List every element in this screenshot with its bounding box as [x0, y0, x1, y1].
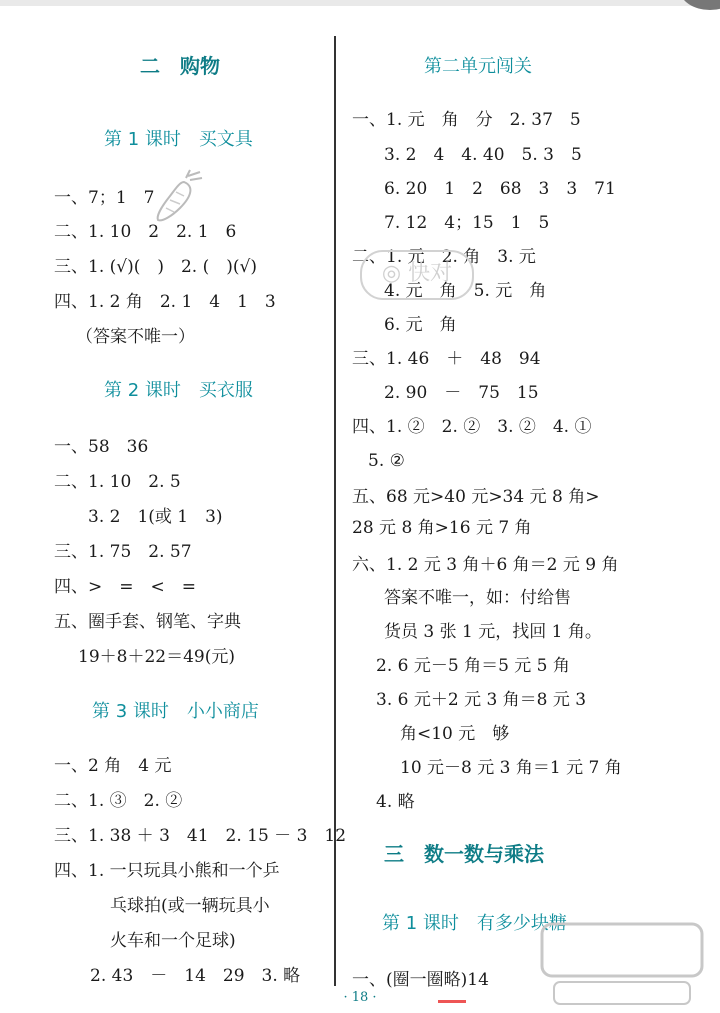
answer-line: 四、> = < = [54, 577, 196, 597]
page-top-edge [0, 0, 720, 6]
answer-line: 六、1. 2 元 3 角＋6 角＝2 元 9 角 [352, 555, 619, 575]
answer-line: 3. 2 4 4. 40 5. 3 5 [384, 145, 582, 165]
answer-line: 五、圈手套、钢笔、字典 [54, 612, 241, 632]
answer-line: 五、68 元>40 元>34 元 8 角> [352, 487, 600, 507]
answer-line: 5. ② [368, 451, 405, 471]
answer-line: 6. 20 1 2 68 3 3 71 [384, 179, 616, 199]
answer-line: 2. 90 － 75 15 [384, 383, 539, 403]
answer-line: 4. 略 [376, 792, 415, 812]
site-logo-watermark [532, 918, 712, 1010]
answer-line: 三、1. (√)( ) 2. ( )(√) [54, 257, 257, 277]
page-number: · 18 · [343, 990, 377, 1005]
answer-line: 四、1. ② 2. ② 3. ② 4. ① [352, 417, 592, 437]
carrot-watermark-icon [150, 168, 210, 228]
answer-line: 三、1. 75 2. 57 [54, 542, 192, 562]
lesson-title-candy: 第 1 课时 有多少块糖 [382, 913, 567, 934]
answer-line: 一、7；1 7 [54, 188, 155, 208]
answer-line: 10 元－8 元 3 角＝1 元 7 角 [400, 758, 622, 778]
answer-line: 28 元 8 角>16 元 7 角 [352, 518, 532, 538]
lesson-title-1: 第 1 课时 买文具 [104, 129, 253, 150]
answer-line: 火车和一个足球) [110, 931, 236, 951]
answer-line: 4. 元 角 5. 元 角 [384, 281, 547, 301]
unit-title-shopping: 二 购物 [140, 54, 220, 78]
answer-line: 一、(圈一圈略)14 [352, 970, 489, 990]
unit-title-counting: 三 数一数与乘法 [384, 842, 544, 866]
lesson-title-3: 第 3 课时 小小商店 [92, 701, 259, 722]
lesson-title-2: 第 2 课时 买衣服 [104, 380, 253, 401]
answer-line: 三、1. 46 ＋ 48 94 [352, 349, 541, 369]
answer-line: 四、1. 2 角 2. 1 4 1 3 [54, 292, 276, 312]
answer-line: 6. 元 角 [384, 315, 457, 335]
answer-line: 3. 2 1(或 1 3) [88, 507, 223, 527]
answer-line: 二、1. ③ 2. ② [54, 791, 183, 811]
answer-line: 二、1. 10 2. 5 [54, 472, 181, 492]
answer-note: （答案不唯一） [76, 327, 195, 347]
answer-line: 货员 3 张 1 元，找回 1 角。 [384, 622, 602, 642]
answer-line: 答案不唯一，如：付给售 [384, 588, 571, 608]
answer-line: 三、1. 38 ＋ 3 41 2. 15 － 3 12 [54, 826, 347, 846]
answer-line: 四、1. 一只玩具小熊和一个乒 [54, 861, 280, 881]
red-mark [438, 1000, 466, 1003]
answer-line: 一、58 36 [54, 437, 149, 457]
answer-line: 7. 12 4；15 1 5 [384, 213, 550, 233]
answer-line: 一、1. 元 角 分 2. 37 5 [352, 110, 581, 130]
stamp-watermark: ◎ 快对 [360, 250, 474, 300]
answer-line: 二、1. 10 2 2. 1 6 [54, 222, 237, 242]
unit-review-title: 第二单元闯关 [424, 56, 532, 77]
answer-line: 2. 6 元－5 角＝5 元 5 角 [376, 656, 570, 676]
answer-line: 乓球拍(或一辆玩具小 [110, 896, 270, 916]
answer-line: 二、1. 元 2. 角 3. 元 [352, 247, 536, 267]
answer-line: 一、2 角 4 元 [54, 756, 172, 776]
answer-line: 19＋8＋22＝49(元) [78, 647, 235, 667]
answer-line: 角<10 元 够 [400, 724, 510, 744]
answer-line: 3. 6 元＋2 元 3 角＝8 元 3 [376, 690, 587, 710]
answer-line: 2. 43 － 14 29 3. 略 [90, 966, 301, 986]
